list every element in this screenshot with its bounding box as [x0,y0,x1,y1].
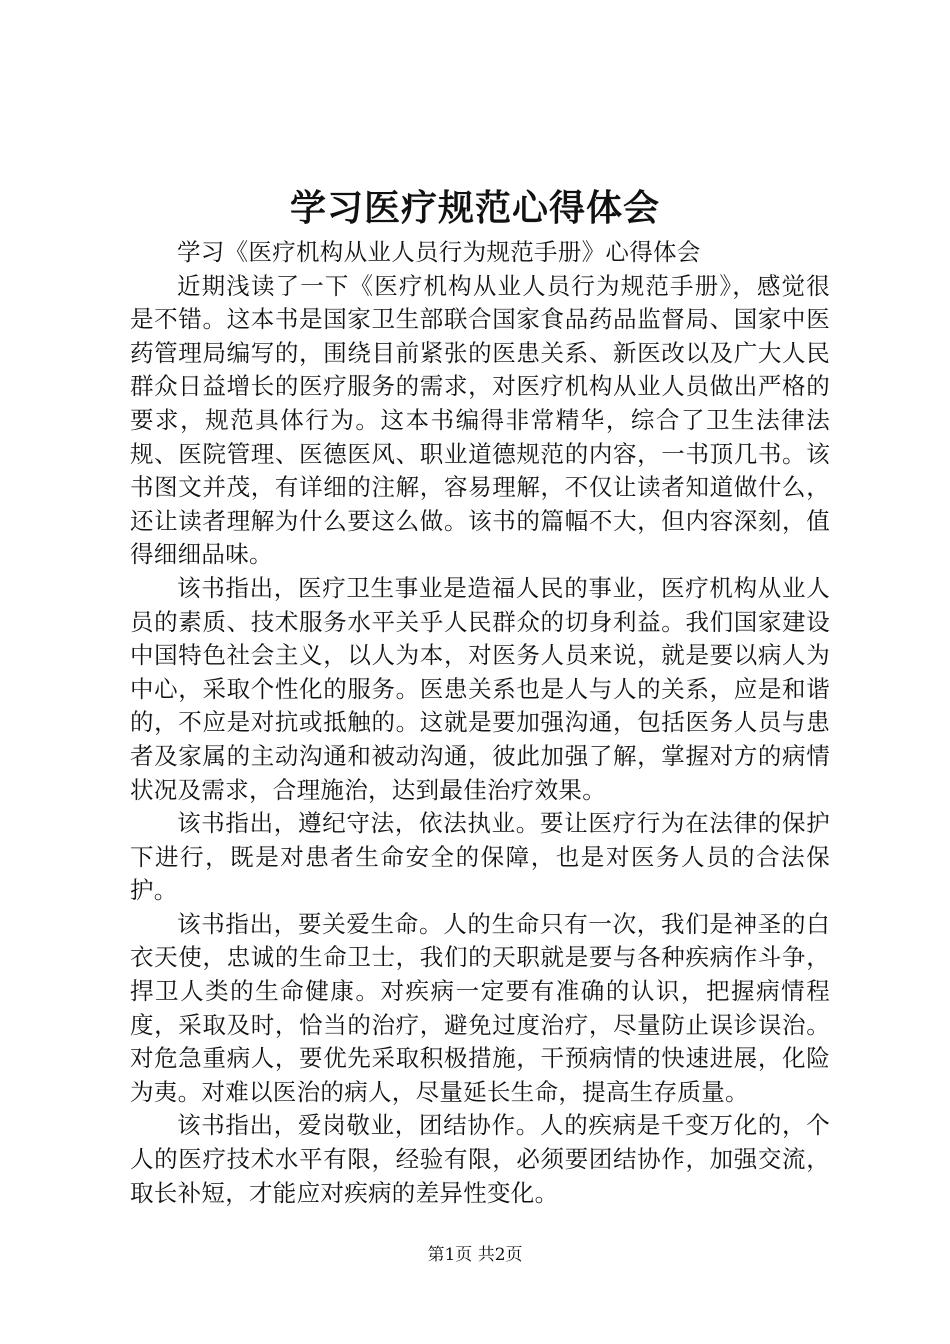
document-title: 学习医疗规范心得体会 [289,187,660,229]
page-number-footer: 第1页 共2页 [427,1245,523,1265]
body-paragraph: 该书指出，医疗卫生事业是造福人民的事业，医疗机构从业人员的素质、技术服务水平关乎人民群众的切身利益。我们国家建设中国特色社会主义，以人为本，对医务人员来说，就是要以病人为中心，采取个性化的服务。医患关系也是人与人的关系，应是和谐的，不应是对抗或抵触的。这就是要加强沟通，包括医务人员与患者及家属的主动沟通和被动沟通，彼此加强了解，掌握对方的病情状况及需求，合理施治，达到最佳治疗效果。 [130,573,830,804]
body-paragraph: 该书指出，遵纪守法，依法执业。要让医疗行为在法律的保护下进行，既是对患者生命安全的保障，也是对医务人员的合法保护。 [130,809,830,905]
document-body [130,236,830,1210]
body-paragraph: 近期浅读了一下《医疗机构从业人员行为规范手册》，感觉很是不错。这本书是国家卫生部联合国家食品药品监督局、国家中医药管理局编写的，围绕目前紧张的医患关系、新医改以及广大人民群众日益增长的医疗服务的需求，对医疗机构从业人员做出严格的要求，规范具体行为。这本书编得非常精华，综合了卫生法律法规、医院管理、医德医风、职业道德规范的内容，一书顶几书。该书图文并茂，有详细的注解，容易理解，不仅让读者知道做什么，还让读者理解为什么要这么做。该书的篇幅不大，但内容深刻，值得细细品味。 [130,271,830,569]
body-paragraph: 该书指出，要关爱生命。人的生命只有一次，我们是神圣的白衣天使，忠诚的生命卫士，我们的天职就是要与各种疾病作斗争，捍卫人类的生命健康。对疾病一定要有准确的认识，把握病情程度，采取及时，恰当的治疗，避免过度治疗，尽量防止误诊误治。对危急重病人，要优先采取积极措施，干预病情的快速进展，化险为夷。对难以医治的病人，尽量延长生命，提高生存质量。 [130,909,830,1106]
body-paragraph: 该书指出，爱岗敬业，团结协作。人的疾病是千变万化的，个人的医疗技术水平有限，经验有限，必须要团结协作，加强交流，取长补短，才能应对疾病的差异性变化。 [130,1111,830,1207]
subtitle-paragraph: 学习《医疗机构从业人员行为规范手册》心得体会 [177,238,701,266]
